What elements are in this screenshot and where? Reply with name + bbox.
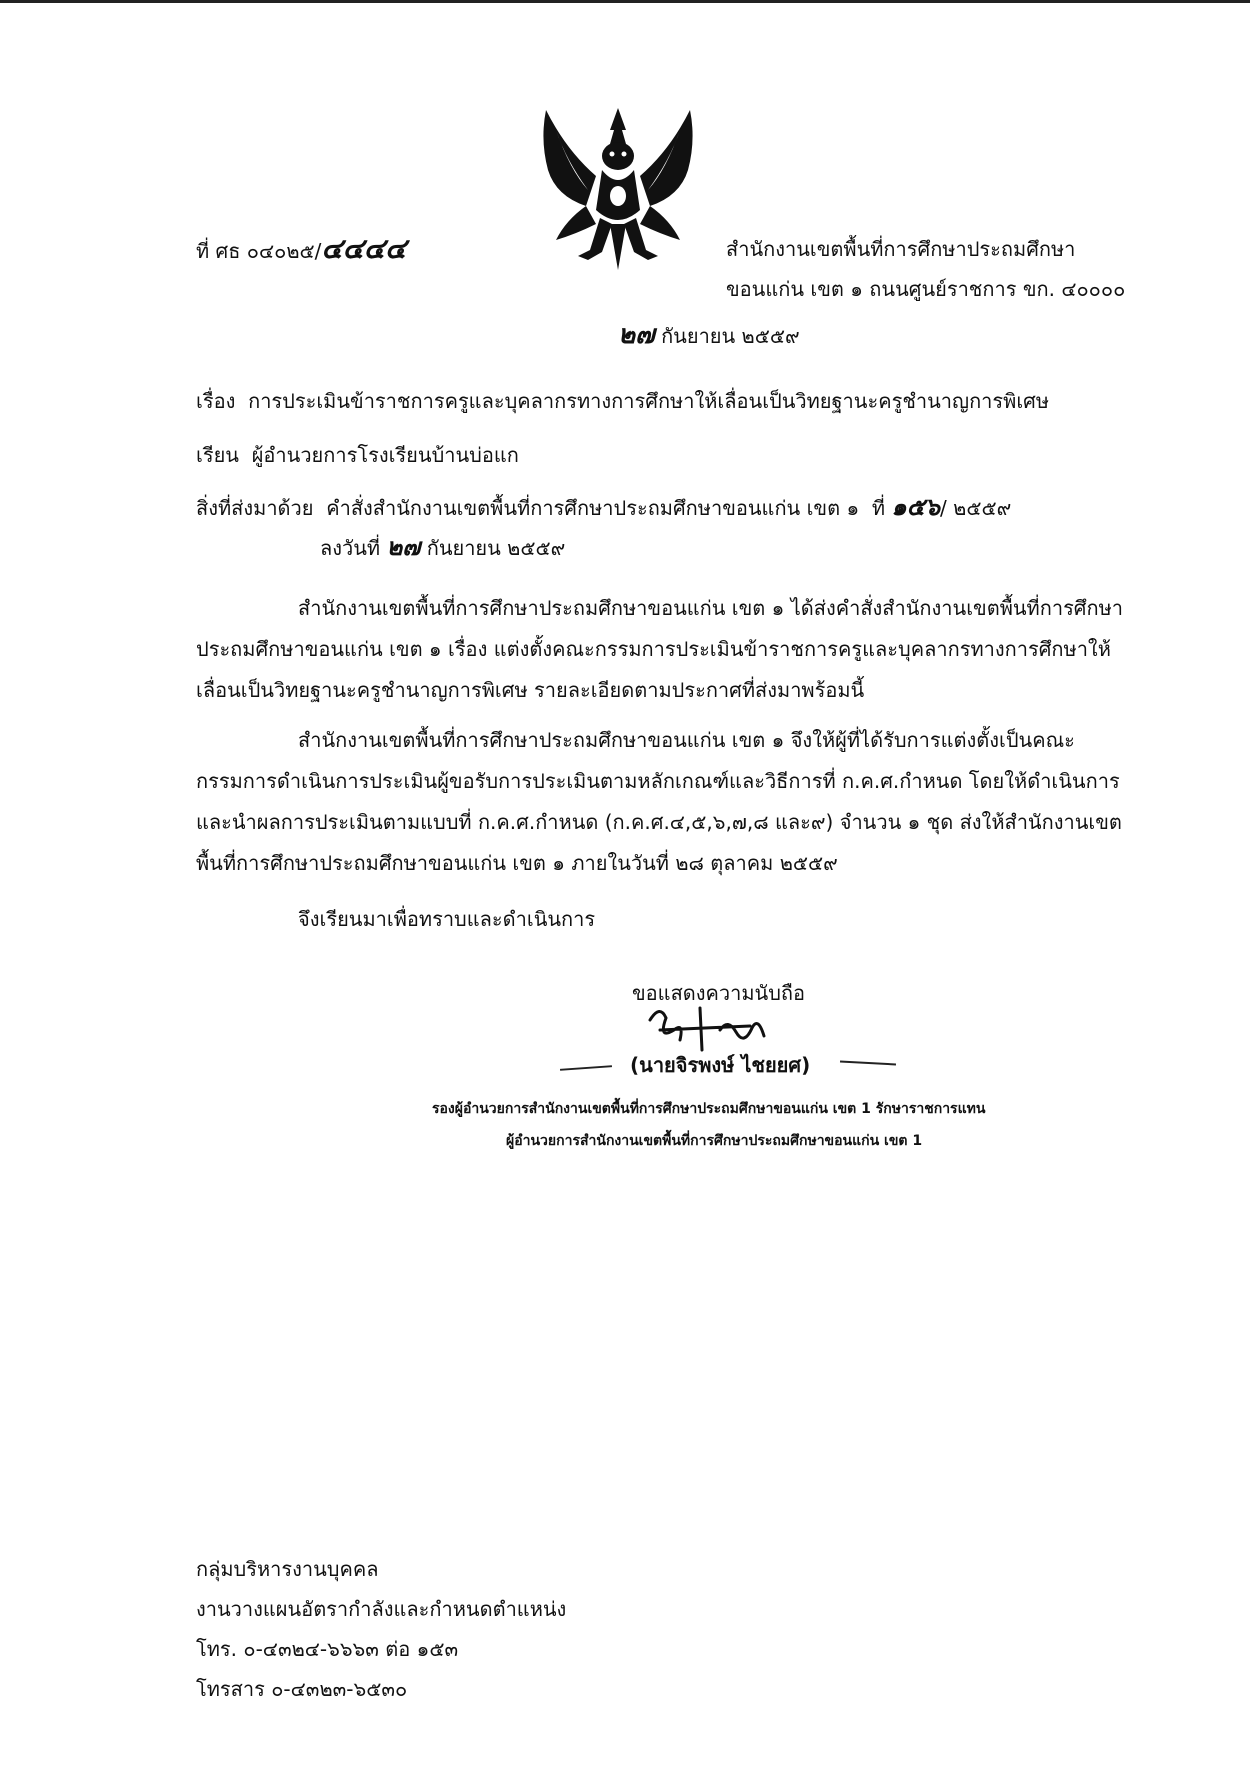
body-paragraph-1-text: สำนักงานเขตพื้นที่การศึกษาประถมศึกษาขอนแก่น เขต ๑ ได้ส่งคำสั่งสำนักงานเขตพื้นที่การศึกษาประถมศึกษาขอนแก่น เขต ๑ เรื่อง แต่งตั้งคณะกรรมการประเมินข้าราชการครูและบุคลากรทางการศึกษาให้เลื่อนเป็นวิทยฐานะครูชำนาญการพิเศษ รายละเอียดตามประกาศที่ส่งมาพร้อมนี้ [196, 596, 1124, 702]
body-paragraph-3: จึงเรียนมาเพื่อทราบและดำเนินการ [298, 907, 596, 931]
body-paragraph-2-text: สำนักงานเขตพื้นที่การศึกษาประถมศึกษาขอนแก่น เขต ๑ จึงให้ผู้ที่ได้รับการแต่งตั้งเป็นคณะกรรมการดำเนินการประเมินผู้ขอรับการประเมินตามหลักเกณฑ์และวิธีการที่ ก.ค.ศ.กำหนด โดยให้ดำเนินการและนำผลการประเมินตามแบบที่ ก.ค.ศ.กำหนด (ก.ค.ศ.๔,๕,๖,๗,๘ และ๙) จำนวน ๑ ชุด ส่งให้สำนักงานเขตพื้นที่การศึกษาประถมศึกษาขอนแก่น เขต ๑ ภายในวันที่ ๒๘ ตุลาคม ๒๕๕๙ [196, 728, 1122, 875]
enclosure-text: คำสั่งสำนักงานเขตพื้นที่การศึกษาประถมศึกษาขอนแก่น เขต ๑ [326, 496, 860, 520]
subject-line [196, 388, 1049, 414]
date-day-handwritten: ๒๗ [618, 320, 655, 350]
office-line-2: ขอนแก่น เขต ๑ ถนนศูนย์ราชการ ขก. ๔๐๐๐๐ [726, 277, 1126, 301]
closing-text: ขอแสดงความนับถือ [632, 981, 806, 1005]
subject-text: การประเมินข้าราชการครูและบุคลากรทางการศึกษาให้เลื่อนเป็นวิทยฐานะครูชำนาญการพิเศษ [248, 389, 1050, 413]
signer-name: (นายจิรพงษ์ ไชยยศ) [630, 1053, 811, 1077]
garuda-emblem-icon [526, 100, 710, 280]
signature-scribble-icon [640, 1000, 790, 1060]
enclosure-number-label: ที่ [871, 496, 886, 520]
enclosure-label: สิ่งที่ส่งมาด้วย [196, 496, 314, 520]
subject-label: เรื่อง [196, 389, 236, 413]
reference-number [196, 232, 407, 265]
footer-section: งานวางแผนอัตรากำลังและกำหนดตำแหน่ง [196, 1597, 567, 1621]
enclosure-number-handwritten: ๑๕๖ [891, 492, 941, 521]
signature-dash-right [840, 1061, 896, 1066]
enclosure-line [196, 494, 1011, 521]
reference-number-handwritten: ๔๔๔๔ [321, 232, 407, 265]
body-paragraph-2 [196, 720, 1126, 884]
enclosure-dated-line [320, 534, 565, 561]
footer-phone: โทร. ๐-๔๓๒๔-๖๖๖๓ ต่อ ๑๕๓ [196, 1637, 459, 1661]
footer-department: กลุ่มบริหารงานบุคคล [196, 1557, 379, 1581]
date-month-year: กันยายน ๒๕๕๙ [661, 324, 800, 348]
page-top-edge [0, 0, 1250, 3]
enclosure-year: / ๒๕๕๙ [940, 496, 1012, 520]
recipient-line [196, 442, 519, 468]
enclosure-dated-label: ลงวันที่ [320, 536, 381, 560]
letter-date [618, 322, 800, 349]
enclosure-dated-day-handwritten: ๒๗ [386, 532, 421, 561]
signer-position-line-2: ผู้อำนวยการสำนักงานเขตพื้นที่การศึกษาประถมศึกษาขอนแก่น เขต 1 [506, 1133, 923, 1149]
recipient-label: เรียน [196, 443, 239, 467]
footer-fax: โทรสาร ๐-๔๓๒๓-๖๕๓๐ [196, 1677, 408, 1701]
body-paragraph-1 [196, 588, 1126, 711]
enclosure-dated-month-year: กันยายน ๒๕๕๙ [426, 536, 566, 560]
signature-dash-left [560, 1065, 612, 1071]
signer-position-line-1: รองผู้อำนวยการสำนักงานเขตพื้นที่การศึกษาประถมศึกษาขอนแก่น เขต 1 รักษาราชการแทน [432, 1101, 986, 1117]
reference-number-prefix: ที่ ศธ ๐๔๐๒๕/ [196, 239, 322, 263]
recipient-text: ผู้อำนวยการโรงเรียนบ้านบ่อแก [251, 443, 519, 467]
office-line-1: สำนักงานเขตพื้นที่การศึกษาประถมศึกษา [726, 237, 1076, 261]
